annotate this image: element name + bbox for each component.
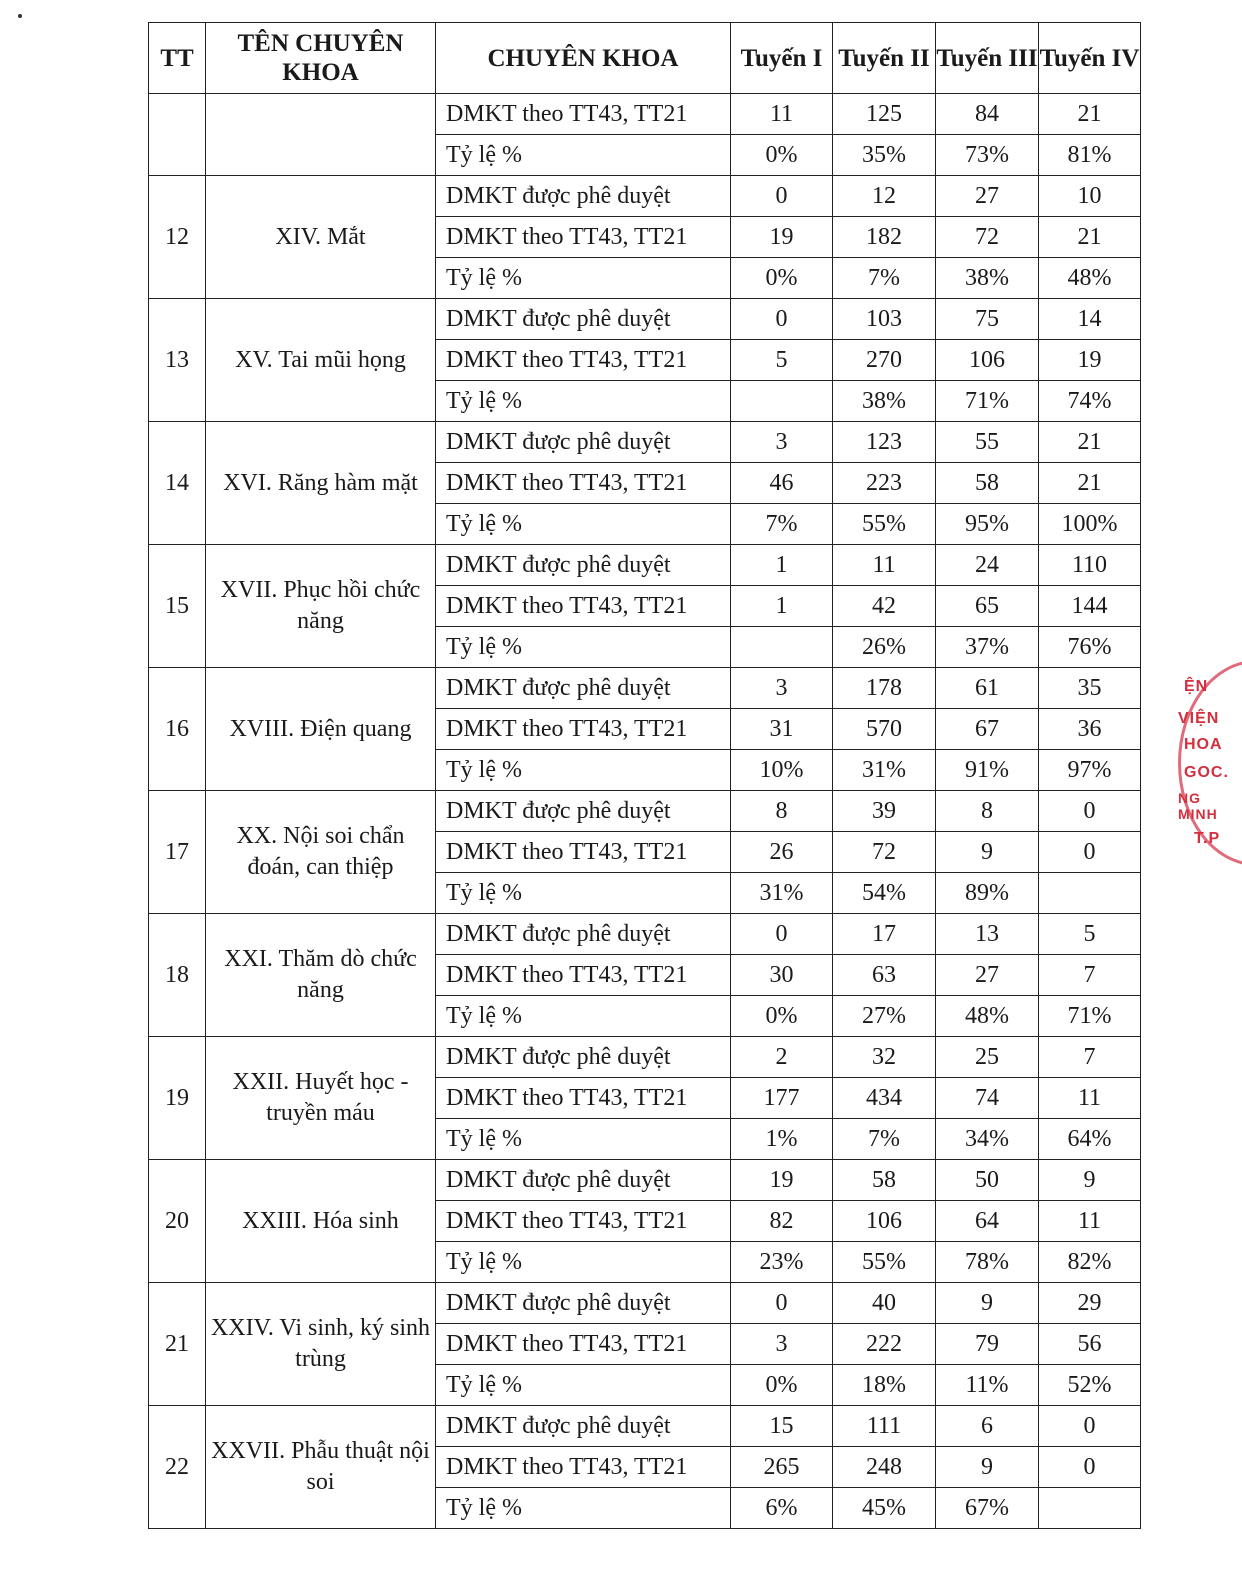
tuyen-2-value: 182 xyxy=(833,217,936,258)
row-number xyxy=(149,94,206,176)
specialty-name: XXIII. Hóa sinh xyxy=(206,1160,436,1283)
tuyen-3-value: 65 xyxy=(936,586,1039,627)
tuyen-1-value: 0% xyxy=(731,258,833,299)
tuyen-4-value: 81% xyxy=(1039,135,1141,176)
tuyen-3-value: 8 xyxy=(936,791,1039,832)
tuyen-3-value: 48% xyxy=(936,996,1039,1037)
tuyen-2-value: 7% xyxy=(833,258,936,299)
tuyen-4-value: 110 xyxy=(1039,545,1141,586)
scan-speck xyxy=(18,14,22,18)
tuyen-4-value: 36 xyxy=(1039,709,1141,750)
tuyen-3-value: 84 xyxy=(936,94,1039,135)
tuyen-4-value: 10 xyxy=(1039,176,1141,217)
tuyen-2-value: 570 xyxy=(833,709,936,750)
tuyen-3-value: 89% xyxy=(936,873,1039,914)
tuyen-1-value: 31% xyxy=(731,873,833,914)
tuyen-2-value: 106 xyxy=(833,1201,936,1242)
tuyen-2-value: 222 xyxy=(833,1324,936,1365)
tuyen-3-value: 34% xyxy=(936,1119,1039,1160)
specialty-name: XXII. Huyết học - truyền máu xyxy=(206,1037,436,1160)
tuyen-4-value: 21 xyxy=(1039,217,1141,258)
tuyen-4-value: 76% xyxy=(1039,627,1141,668)
tuyen-1-value: 0 xyxy=(731,176,833,217)
tuyen-1-value: 82 xyxy=(731,1201,833,1242)
table-row xyxy=(149,668,1141,709)
tuyen-1-value: 11 xyxy=(731,94,833,135)
tuyen-3-value: 6 xyxy=(936,1406,1039,1447)
metric-label: DMKT theo TT43, TT21 xyxy=(436,1201,731,1242)
tuyen-2-value: 26% xyxy=(833,627,936,668)
tuyen-3-value: 50 xyxy=(936,1160,1039,1201)
tuyen-4-value: 21 xyxy=(1039,422,1141,463)
tuyen-4-value: 11 xyxy=(1039,1078,1141,1119)
table-row xyxy=(149,422,1141,463)
tuyen-3-value: 72 xyxy=(936,217,1039,258)
tuyen-4-value: 0 xyxy=(1039,791,1141,832)
seal-text: ỆN xyxy=(1184,678,1209,695)
specialty-name: XXIV. Vi sinh, ký sinh trùng xyxy=(206,1283,436,1406)
specialty-name: XIV. Mắt xyxy=(206,176,436,299)
tuyen-2-value: 40 xyxy=(833,1283,936,1324)
tuyen-3-value: 24 xyxy=(936,545,1039,586)
tuyen-1-value: 0 xyxy=(731,1283,833,1324)
tuyen-2-value: 18% xyxy=(833,1365,936,1406)
tuyen-3-value: 25 xyxy=(936,1037,1039,1078)
table-row xyxy=(149,1160,1141,1201)
tuyen-4-value: 35 xyxy=(1039,668,1141,709)
tuyen-4-value: 9 xyxy=(1039,1160,1141,1201)
metric-label: DMKT được phê duyệt xyxy=(436,914,731,955)
row-number: 21 xyxy=(149,1283,206,1406)
tuyen-3-value: 73% xyxy=(936,135,1039,176)
tuyen-1-value xyxy=(731,627,833,668)
tuyen-2-value: 12 xyxy=(833,176,936,217)
metric-label: Tỷ lệ % xyxy=(436,1119,731,1160)
metric-label: DMKT được phê duyệt xyxy=(436,1037,731,1078)
tuyen-4-value: 0 xyxy=(1039,1447,1141,1488)
metric-label: DMKT được phê duyệt xyxy=(436,1283,731,1324)
metric-label: Tỷ lệ % xyxy=(436,135,731,176)
tuyen-1-value: 1% xyxy=(731,1119,833,1160)
tuyen-1-value: 0 xyxy=(731,914,833,955)
tuyen-3-value: 71% xyxy=(936,381,1039,422)
tuyen-1-value: 3 xyxy=(731,1324,833,1365)
table-row xyxy=(149,1037,1141,1078)
header-tuyen-4: Tuyến IV xyxy=(1039,23,1141,94)
tuyen-2-value: 31% xyxy=(833,750,936,791)
tuyen-3-value: 38% xyxy=(936,258,1039,299)
tuyen-3-value: 67 xyxy=(936,709,1039,750)
metric-label: Tỷ lệ % xyxy=(436,258,731,299)
metric-label: Tỷ lệ % xyxy=(436,996,731,1037)
header-tuyen-2: Tuyến II xyxy=(833,23,936,94)
tuyen-1-value: 46 xyxy=(731,463,833,504)
tuyen-1-value: 0% xyxy=(731,996,833,1037)
tuyen-4-value: 7 xyxy=(1039,1037,1141,1078)
specialty-name: XXI. Thăm dò chức năng xyxy=(206,914,436,1037)
tuyen-4-value: 11 xyxy=(1039,1201,1141,1242)
metric-label: Tỷ lệ % xyxy=(436,381,731,422)
specialty-name: XVI. Răng hàm mặt xyxy=(206,422,436,545)
tuyen-4-value: 29 xyxy=(1039,1283,1141,1324)
specialty-technique-table xyxy=(148,22,1141,1529)
row-number: 15 xyxy=(149,545,206,668)
tuyen-3-value: 67% xyxy=(936,1488,1039,1529)
specialty-name: XVIII. Điện quang xyxy=(206,668,436,791)
tuyen-4-value xyxy=(1039,873,1141,914)
tuyen-4-value: 5 xyxy=(1039,914,1141,955)
table-row xyxy=(149,1283,1141,1324)
tuyen-1-value: 19 xyxy=(731,1160,833,1201)
table-header-row xyxy=(149,23,1141,94)
tuyen-1-value: 265 xyxy=(731,1447,833,1488)
tuyen-4-value: 56 xyxy=(1039,1324,1141,1365)
seal-text: GOC. xyxy=(1184,764,1229,781)
tuyen-1-value: 30 xyxy=(731,955,833,996)
metric-label: DMKT theo TT43, TT21 xyxy=(436,94,731,135)
tuyen-3-value: 27 xyxy=(936,955,1039,996)
tuyen-2-value: 111 xyxy=(833,1406,936,1447)
row-number: 19 xyxy=(149,1037,206,1160)
tuyen-3-value: 79 xyxy=(936,1324,1039,1365)
tuyen-3-value: 106 xyxy=(936,340,1039,381)
metric-label: Tỷ lệ % xyxy=(436,1365,731,1406)
tuyen-1-value: 7% xyxy=(731,504,833,545)
tuyen-3-value: 27 xyxy=(936,176,1039,217)
tuyen-4-value: 97% xyxy=(1039,750,1141,791)
tuyen-2-value: 72 xyxy=(833,832,936,873)
tuyen-2-value: 248 xyxy=(833,1447,936,1488)
tuyen-1-value xyxy=(731,381,833,422)
tuyen-3-value: 75 xyxy=(936,299,1039,340)
tuyen-3-value: 78% xyxy=(936,1242,1039,1283)
tuyen-3-value: 9 xyxy=(936,1447,1039,1488)
tuyen-3-value: 95% xyxy=(936,504,1039,545)
seal-text: T.P xyxy=(1194,830,1221,847)
seal-text: NG MINH xyxy=(1178,790,1218,822)
row-number: 14 xyxy=(149,422,206,545)
row-number: 22 xyxy=(149,1406,206,1529)
metric-label: Tỷ lệ % xyxy=(436,873,731,914)
tuyen-2-value: 125 xyxy=(833,94,936,135)
specialty-name: XXVII. Phẫu thuật nội soi xyxy=(206,1406,436,1529)
row-number: 18 xyxy=(149,914,206,1037)
tuyen-3-value: 61 xyxy=(936,668,1039,709)
row-number: 17 xyxy=(149,791,206,914)
table-row xyxy=(149,545,1141,586)
tuyen-2-value: 55% xyxy=(833,504,936,545)
tuyen-2-value: 7% xyxy=(833,1119,936,1160)
header-tt: TT xyxy=(149,23,206,94)
header-specialty: CHUYÊN KHOA xyxy=(436,23,731,94)
tuyen-3-value: 91% xyxy=(936,750,1039,791)
table-row xyxy=(149,176,1141,217)
tuyen-1-value: 31 xyxy=(731,709,833,750)
header-specialty-name: TÊN CHUYÊN KHOA xyxy=(206,23,436,94)
tuyen-2-value: 123 xyxy=(833,422,936,463)
tuyen-1-value: 26 xyxy=(731,832,833,873)
tuyen-3-value: 9 xyxy=(936,832,1039,873)
tuyen-2-value: 223 xyxy=(833,463,936,504)
table-row xyxy=(149,94,1141,135)
metric-label: DMKT theo TT43, TT21 xyxy=(436,1324,731,1365)
metric-label: Tỷ lệ % xyxy=(436,627,731,668)
tuyen-2-value: 434 xyxy=(833,1078,936,1119)
specialty-name xyxy=(206,94,436,176)
metric-label: DMKT theo TT43, TT21 xyxy=(436,955,731,996)
tuyen-3-value: 11% xyxy=(936,1365,1039,1406)
tuyen-2-value: 11 xyxy=(833,545,936,586)
tuyen-3-value: 55 xyxy=(936,422,1039,463)
tuyen-1-value: 177 xyxy=(731,1078,833,1119)
metric-label: DMKT được phê duyệt xyxy=(436,1406,731,1447)
tuyen-1-value: 1 xyxy=(731,545,833,586)
header-tuyen-1: Tuyến I xyxy=(731,23,833,94)
specialty-name: XV. Tai mũi họng xyxy=(206,299,436,422)
tuyen-4-value: 21 xyxy=(1039,94,1141,135)
tuyen-1-value: 10% xyxy=(731,750,833,791)
tuyen-3-value: 74 xyxy=(936,1078,1039,1119)
table-body xyxy=(149,94,1141,1529)
tuyen-2-value: 54% xyxy=(833,873,936,914)
metric-label: DMKT theo TT43, TT21 xyxy=(436,709,731,750)
tuyen-2-value: 35% xyxy=(833,135,936,176)
tuyen-1-value: 0 xyxy=(731,299,833,340)
seal-text: VIỆN xyxy=(1178,710,1220,727)
tuyen-1-value: 5 xyxy=(731,340,833,381)
tuyen-1-value: 23% xyxy=(731,1242,833,1283)
metric-label: DMKT được phê duyệt xyxy=(436,299,731,340)
tuyen-1-value: 8 xyxy=(731,791,833,832)
tuyen-1-value: 3 xyxy=(731,668,833,709)
tuyen-2-value: 42 xyxy=(833,586,936,627)
metric-label: Tỷ lệ % xyxy=(436,1488,731,1529)
metric-label: DMKT theo TT43, TT21 xyxy=(436,1447,731,1488)
tuyen-2-value: 27% xyxy=(833,996,936,1037)
tuyen-1-value: 1 xyxy=(731,586,833,627)
tuyen-2-value: 58 xyxy=(833,1160,936,1201)
tuyen-1-value: 2 xyxy=(731,1037,833,1078)
metric-label: DMKT được phê duyệt xyxy=(436,422,731,463)
metric-label: DMKT được phê duyệt xyxy=(436,1160,731,1201)
metric-label: DMKT được phê duyệt xyxy=(436,668,731,709)
tuyen-2-value: 270 xyxy=(833,340,936,381)
tuyen-2-value: 38% xyxy=(833,381,936,422)
row-number: 13 xyxy=(149,299,206,422)
metric-label: DMKT theo TT43, TT21 xyxy=(436,463,731,504)
tuyen-2-value: 63 xyxy=(833,955,936,996)
tuyen-4-value: 52% xyxy=(1039,1365,1141,1406)
tuyen-3-value: 37% xyxy=(936,627,1039,668)
metric-label: DMKT được phê duyệt xyxy=(436,545,731,586)
red-seal-stamp xyxy=(1178,660,1242,870)
row-number: 16 xyxy=(149,668,206,791)
tuyen-3-value: 9 xyxy=(936,1283,1039,1324)
tuyen-4-value: 82% xyxy=(1039,1242,1141,1283)
table-row xyxy=(149,791,1141,832)
tuyen-4-value: 0 xyxy=(1039,1406,1141,1447)
metric-label: DMKT được phê duyệt xyxy=(436,791,731,832)
tuyen-2-value: 45% xyxy=(833,1488,936,1529)
header-tuyen-3: Tuyến III xyxy=(936,23,1039,94)
tuyen-4-value: 14 xyxy=(1039,299,1141,340)
tuyen-4-value xyxy=(1039,1488,1141,1529)
metric-label: DMKT theo TT43, TT21 xyxy=(436,340,731,381)
metric-label: DMKT theo TT43, TT21 xyxy=(436,1078,731,1119)
table-row xyxy=(149,1406,1141,1447)
tuyen-4-value: 21 xyxy=(1039,463,1141,504)
metric-label: DMKT được phê duyệt xyxy=(436,176,731,217)
metric-label: Tỷ lệ % xyxy=(436,504,731,545)
tuyen-4-value: 74% xyxy=(1039,381,1141,422)
tuyen-4-value: 7 xyxy=(1039,955,1141,996)
tuyen-3-value: 58 xyxy=(936,463,1039,504)
tuyen-4-value: 100% xyxy=(1039,504,1141,545)
tuyen-2-value: 17 xyxy=(833,914,936,955)
specialty-name: XVII. Phục hồi chức năng xyxy=(206,545,436,668)
tuyen-2-value: 178 xyxy=(833,668,936,709)
metric-label: DMKT theo TT43, TT21 xyxy=(436,217,731,258)
tuyen-1-value: 0% xyxy=(731,1365,833,1406)
tuyen-4-value: 144 xyxy=(1039,586,1141,627)
tuyen-4-value: 48% xyxy=(1039,258,1141,299)
tuyen-1-value: 0% xyxy=(731,135,833,176)
tuyen-3-value: 13 xyxy=(936,914,1039,955)
tuyen-4-value: 71% xyxy=(1039,996,1141,1037)
tuyen-1-value: 15 xyxy=(731,1406,833,1447)
tuyen-1-value: 3 xyxy=(731,422,833,463)
tuyen-4-value: 19 xyxy=(1039,340,1141,381)
metric-label: Tỷ lệ % xyxy=(436,750,731,791)
tuyen-3-value: 64 xyxy=(936,1201,1039,1242)
tuyen-2-value: 55% xyxy=(833,1242,936,1283)
tuyen-1-value: 19 xyxy=(731,217,833,258)
tuyen-4-value: 64% xyxy=(1039,1119,1141,1160)
metric-label: DMKT theo TT43, TT21 xyxy=(436,832,731,873)
tuyen-1-value: 6% xyxy=(731,1488,833,1529)
tuyen-2-value: 39 xyxy=(833,791,936,832)
table-row xyxy=(149,299,1141,340)
metric-label: DMKT theo TT43, TT21 xyxy=(436,586,731,627)
tuyen-2-value: 103 xyxy=(833,299,936,340)
tuyen-4-value: 0 xyxy=(1039,832,1141,873)
tuyen-2-value: 32 xyxy=(833,1037,936,1078)
table-row xyxy=(149,914,1141,955)
seal-text: HOA xyxy=(1184,736,1223,753)
metric-label: Tỷ lệ % xyxy=(436,1242,731,1283)
specialty-name: XX. Nội soi chẩn đoán, can thiệp xyxy=(206,791,436,914)
row-number: 20 xyxy=(149,1160,206,1283)
row-number: 12 xyxy=(149,176,206,299)
